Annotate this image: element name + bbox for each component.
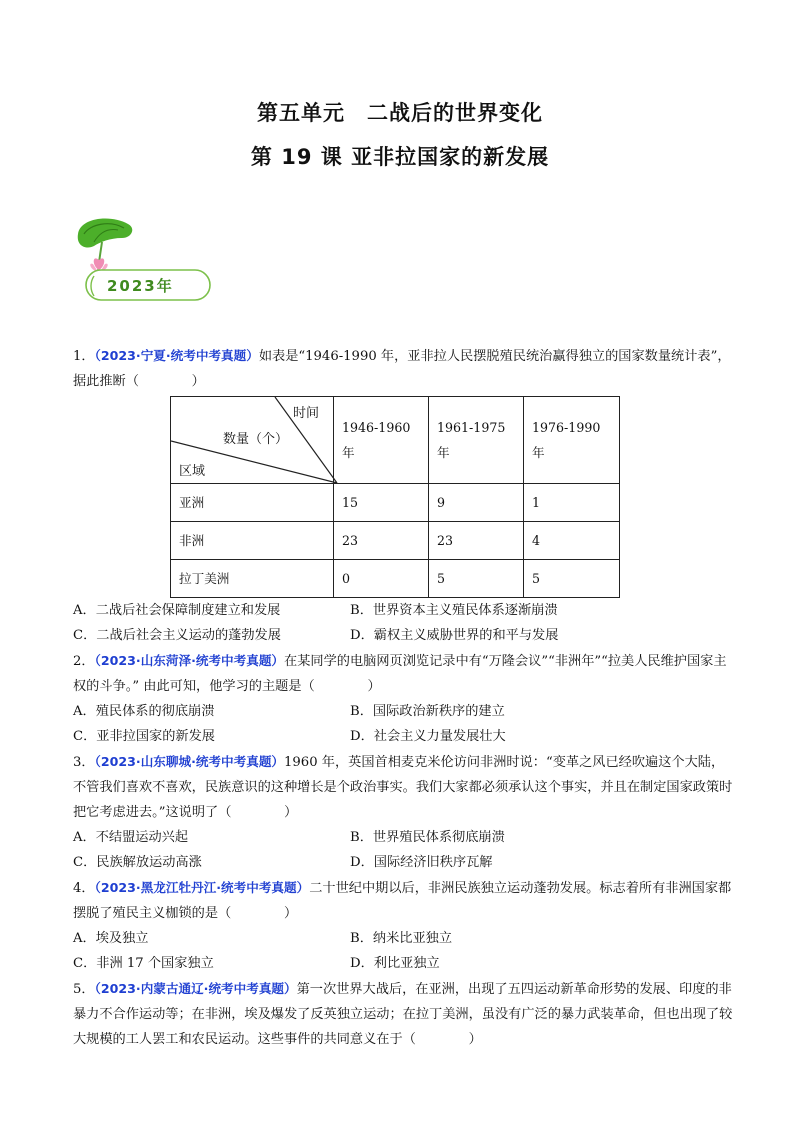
table-cell: 5	[429, 560, 524, 598]
question-1	[73, 343, 733, 648]
table-cell: 9	[429, 484, 524, 522]
question-stem	[73, 749, 733, 825]
question-stem	[73, 875, 733, 926]
answer-options	[73, 598, 733, 648]
table-cell: 1	[524, 484, 620, 522]
option-c[interactable]: C．二战后社会主义运动的蓬勃发展	[73, 628, 281, 643]
option-c[interactable]: C．民族解放运动高涨	[73, 855, 202, 870]
table-cell: 5	[524, 560, 620, 598]
year-badge-label: 2023年	[107, 277, 174, 295]
corner-label-region: 区域	[179, 464, 206, 479]
option-b[interactable]: B．国际政治新秩序的建立	[350, 704, 505, 719]
question-2	[73, 648, 733, 749]
question-source: （2023·内蒙古通辽·统考中考真题）	[94, 981, 297, 996]
question-3	[73, 749, 733, 875]
answer-options	[73, 926, 733, 976]
question-text: 第一次世界大战后，在亚洲，出现了五四运动新革命形势的发展、印度的非暴力不合作运动等；在非洲，埃及爆发了反英独立运动；在拉丁美洲，虽没有广泛的暴力武装革命，但也出现了较大规模的工人罢工和农民运动。这些事件的共同意义在于（ ）	[73, 982, 733, 1047]
question-number: 3．	[73, 755, 95, 770]
option-a[interactable]: A．二战后社会保障制度建立和发展	[73, 603, 281, 618]
table-row	[171, 560, 620, 598]
table-column-header: 1961-1975 年	[429, 397, 524, 484]
question-4	[73, 875, 733, 976]
question-source: （2023·山东菏泽·统考中考真题）	[94, 653, 285, 668]
answer-options	[73, 699, 733, 749]
question-text: 1960 年，英国首相麦克米伦访问非洲时说：“变革之风已经吹遍这个大陆，不管我们喜欢不喜欢，民族意识的这种增长是个政治事实。我们大家都必须承认这个事实，并且在制定国家政策时把它考虑进去。”这说明了（ ）	[73, 755, 733, 820]
option-d[interactable]: D．霸权主义威胁世界的和平与发展	[350, 628, 559, 643]
question-text: 在某同学的电脑网页浏览记录中有“万隆会议”“非洲年”“拉美人民维护国家主权的斗争。” 由此可知，他学习的主题是（ ）	[73, 654, 727, 694]
table-row	[171, 522, 620, 560]
independence-table	[170, 396, 620, 598]
lesson-title: 第 19 课 亚非拉国家的新发展	[250, 145, 550, 169]
option-d[interactable]: D．国际经济旧秩序瓦解	[350, 855, 493, 870]
table-cell: 23	[334, 522, 429, 560]
question-number: 2．	[73, 654, 95, 669]
table-column-header: 1976-1990 年	[524, 397, 620, 484]
question-number: 1．	[73, 349, 95, 364]
table-row-label: 非洲	[171, 522, 334, 560]
option-c[interactable]: C．亚非拉国家的新发展	[73, 729, 215, 744]
table-cell: 0	[334, 560, 429, 598]
table-cell: 4	[524, 522, 620, 560]
option-a[interactable]: A．埃及独立	[73, 931, 149, 946]
question-number: 4．	[73, 881, 95, 896]
option-d[interactable]: D．利比亚独立	[350, 956, 440, 971]
table-column-header: 1946-1960 年	[334, 397, 429, 484]
corner-label-count: 数量（个）	[223, 432, 289, 447]
question-stem	[73, 648, 733, 699]
question-text: 二十世纪中期以后，非洲民族独立运动蓬勃发展。标志着所有非洲国家都摆脱了殖民主义枷锁的是（ ）	[73, 881, 732, 921]
option-b[interactable]: B．纳米比亚独立	[350, 931, 453, 946]
option-a[interactable]: A．殖民体系的彻底崩溃	[73, 704, 215, 719]
question-stem	[73, 976, 733, 1052]
unit-title: 第五单元 二战后的世界变化	[257, 101, 543, 125]
question-source: （2023·宁夏·统考中考真题）	[94, 348, 259, 363]
question-list	[73, 343, 733, 1052]
table-header-row	[171, 397, 620, 484]
table-cell: 15	[334, 484, 429, 522]
option-b[interactable]: B．世界殖民体系彻底崩溃	[350, 830, 505, 845]
option-a[interactable]: A．不结盟运动兴起	[73, 830, 189, 845]
option-c[interactable]: C．非洲 17 个国家独立	[73, 956, 214, 971]
question-text: 如表是“1946-1990 年，亚非拉人民摆脱殖民统治赢得独立的国家数量统计表”，据此推断（ ）	[73, 349, 731, 389]
corner-label-time: 时间	[293, 406, 320, 421]
question-source: （2023·黑龙江牡丹江·统考中考真题）	[94, 880, 310, 895]
table-row	[171, 484, 620, 522]
question-number: 5．	[73, 982, 95, 997]
table-corner-cell	[171, 397, 334, 484]
table-row-label: 亚洲	[171, 484, 334, 522]
answer-options	[73, 825, 733, 875]
table-cell: 23	[429, 522, 524, 560]
table-row-label: 拉丁美洲	[171, 560, 334, 598]
question-source: （2023·山东聊城·统考中考真题）	[94, 754, 285, 769]
question-5	[73, 976, 733, 1052]
option-d[interactable]: D．社会主义力量发展壮大	[350, 729, 506, 744]
question-stem	[73, 343, 733, 394]
option-b[interactable]: B．世界资本主义殖民体系逐渐崩溃	[350, 603, 558, 618]
